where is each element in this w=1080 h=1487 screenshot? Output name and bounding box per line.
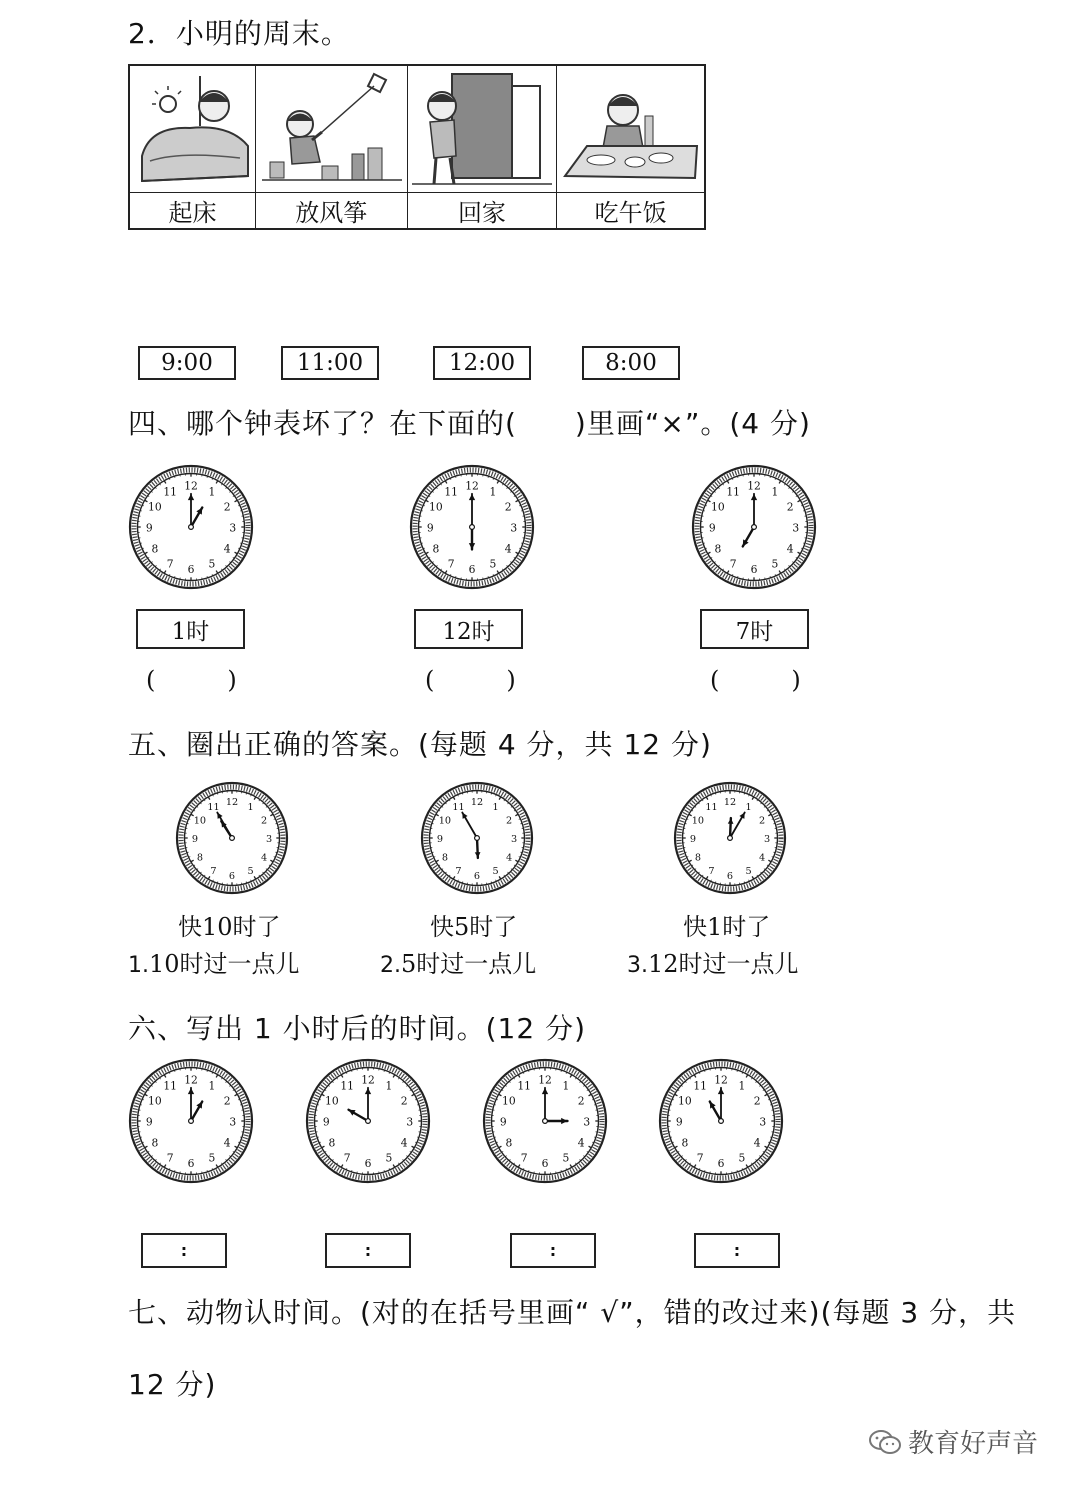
section4-title: 四、哪个钟表坏了？在下面的( )里画“×”。(4 分) <box>128 407 811 440</box>
clock-numeral: 3 <box>759 1115 767 1129</box>
time-option-box[interactable]: 9:00 <box>138 346 236 380</box>
clock-numeral: 5 <box>385 1151 393 1165</box>
section5-title: 五、圈出正确的答案。(每题 4 分，共 12 分) <box>128 728 712 761</box>
clock-numeral: 8 <box>694 852 701 864</box>
clock-numeral: 3 <box>406 1115 414 1129</box>
section2-title: 2．小明的周末。 <box>128 17 350 50</box>
clock-numeral: 3 <box>792 521 800 535</box>
clock-numeral: 9 <box>708 521 716 535</box>
clock-numeral: 3 <box>265 833 273 845</box>
clock-numeral: 12 <box>361 1073 375 1087</box>
clock-label-box: 7时 <box>700 609 809 649</box>
clock-numeral: 7 <box>343 1151 351 1165</box>
clock-numeral: 7 <box>210 866 217 878</box>
clock-numeral: 8 <box>151 542 159 556</box>
clock-numeral: 5 <box>738 1151 746 1165</box>
activity-label: 起床 <box>168 199 217 227</box>
clock-numeral: 12 <box>184 479 198 493</box>
go-home-picture <box>408 66 557 193</box>
answer-option-b[interactable]: 5时过一点儿 <box>401 950 537 978</box>
time-answer-box[interactable]: : <box>141 1233 227 1268</box>
clock-numeral: 8 <box>505 1136 513 1150</box>
clock-numeral: 12 <box>723 796 737 808</box>
wake-up-picture <box>130 66 255 193</box>
clock-numeral: 8 <box>328 1136 336 1150</box>
clock-numeral: 11 <box>340 1079 354 1093</box>
clock-face-icon <box>420 781 534 895</box>
clock-numeral: 6 <box>364 1157 372 1171</box>
clock-numeral: 10 <box>502 1094 516 1108</box>
answer-option-a[interactable]: 快10时了 <box>178 913 281 941</box>
clock-numeral: 2 <box>759 815 766 827</box>
answer-parentheses[interactable]: ( ) <box>710 666 801 694</box>
clock-numeral: 1 <box>208 485 216 499</box>
clock-numeral: 6 <box>187 1157 195 1171</box>
clock-numeral: 4 <box>223 542 231 556</box>
clock-numeral: 8 <box>681 1136 689 1150</box>
clock-face-icon <box>482 1058 608 1184</box>
clock-numeral: 6 <box>228 871 236 883</box>
time-option-box[interactable]: 12:00 <box>433 346 531 380</box>
fly-kite-picture <box>256 66 407 193</box>
clock-numeral: 2 <box>506 815 513 827</box>
clock-face-icon <box>691 464 817 590</box>
clock-numeral: 8 <box>432 542 440 556</box>
item-row <box>627 944 799 979</box>
answer-parentheses[interactable]: ( ) <box>146 666 237 694</box>
lunch-picture <box>557 66 704 193</box>
clock-numeral: 12 <box>714 1073 728 1087</box>
clock-numeral: 5 <box>208 1151 216 1165</box>
clock-numeral: 10 <box>148 500 162 514</box>
clock-numeral: 1 <box>492 801 499 813</box>
clock-numeral: 9 <box>145 521 153 535</box>
clock-numeral: 7 <box>166 1151 174 1165</box>
clock-numeral: 7 <box>729 557 737 571</box>
clock-numeral: 12 <box>465 479 479 493</box>
clock-numeral: 11 <box>163 485 177 499</box>
clock-numeral: 5 <box>489 557 497 571</box>
clock-face-icon <box>658 1058 784 1184</box>
clock-numeral: 12 <box>538 1073 552 1087</box>
clock-numeral: 8 <box>441 852 448 864</box>
clock-numeral: 4 <box>223 1136 231 1150</box>
clock-numeral: 12 <box>225 796 239 808</box>
clock-numeral: 2 <box>786 500 794 514</box>
clock-numeral: 3 <box>229 1115 237 1129</box>
section7-title-continued: 12 分) <box>128 1368 217 1401</box>
clock-numeral: 2 <box>753 1094 761 1108</box>
activity-cell-1 <box>130 66 256 228</box>
clock-numeral: 12 <box>470 796 484 808</box>
clock-numeral: 6 <box>473 871 481 883</box>
clock-numeral: 10 <box>691 815 705 827</box>
clock-numeral: 5 <box>492 866 499 878</box>
section7-title: 七、动物认时间。(对的在括号里画“ √”，错的改过来)(每题 3 分，共 <box>128 1296 1017 1329</box>
clock-face-icon <box>128 464 254 590</box>
clock-numeral: 3 <box>583 1115 591 1129</box>
clock-numeral: 11 <box>452 801 465 813</box>
clock-numeral: 5 <box>208 557 216 571</box>
clock-numeral: 3 <box>229 521 237 535</box>
item-row <box>128 944 300 979</box>
activity-label: 回家 <box>457 199 506 227</box>
clock-face-icon <box>175 781 289 895</box>
clock-numeral: 8 <box>714 542 722 556</box>
clock-numeral: 6 <box>750 563 758 577</box>
clock-numeral: 11 <box>705 801 718 813</box>
clock-numeral: 3 <box>510 521 518 535</box>
clock-numeral: 9 <box>436 833 444 845</box>
activity-label: 放风筝 <box>295 199 368 227</box>
clock-numeral: 2 <box>261 815 268 827</box>
clock-numeral: 9 <box>322 1115 330 1129</box>
activity-label: 吃午饭 <box>594 199 667 227</box>
item-row <box>380 944 536 979</box>
clock-numeral: 1 <box>208 1079 216 1093</box>
activity-cell-4 <box>557 66 704 228</box>
clock-numeral: 1 <box>562 1079 570 1093</box>
clock-numeral: 6 <box>187 563 195 577</box>
clock-numeral: 6 <box>541 1157 549 1171</box>
time-option-box[interactable]: 8:00 <box>582 346 680 380</box>
clock-numeral: 5 <box>247 866 254 878</box>
clock-numeral: 10 <box>678 1094 692 1108</box>
clock-numeral: 10 <box>325 1094 339 1108</box>
clock-numeral: 1 <box>738 1079 746 1093</box>
answer-parentheses[interactable]: ( ) <box>425 666 516 694</box>
clock-numeral: 6 <box>468 563 476 577</box>
time-answer-box[interactable]: : <box>510 1233 596 1268</box>
clock-numeral: 4 <box>577 1136 585 1150</box>
clock-numeral: 9 <box>191 833 199 845</box>
clock-numeral: 7 <box>520 1151 528 1165</box>
clock-numeral: 5 <box>771 557 779 571</box>
clock-label-box: 12时 <box>414 609 523 649</box>
clock-numeral: 12 <box>747 479 761 493</box>
clock-numeral: 4 <box>506 852 513 864</box>
clock-numeral: 7 <box>447 557 455 571</box>
answer-option-b[interactable]: 12时过一点儿 <box>648 950 799 978</box>
clock-numeral: 7 <box>455 866 462 878</box>
clock-numeral: 4 <box>753 1136 761 1150</box>
clock-numeral: 5 <box>745 866 752 878</box>
clock-numeral: 4 <box>504 542 512 556</box>
clock-numeral: 7 <box>166 557 174 571</box>
time-answer-box[interactable]: : <box>694 1233 780 1268</box>
clock-numeral: 9 <box>499 1115 507 1129</box>
item-number: 3. <box>627 953 648 978</box>
clock-numeral: 9 <box>675 1115 683 1129</box>
clock-numeral: 2 <box>223 1094 231 1108</box>
clock-numeral: 10 <box>711 500 725 514</box>
clock-numeral: 1 <box>385 1079 393 1093</box>
clock-numeral: 10 <box>438 815 452 827</box>
clock-numeral: 4 <box>400 1136 408 1150</box>
clock-numeral: 7 <box>708 866 715 878</box>
clock-numeral: 7 <box>696 1151 704 1165</box>
clock-numeral: 1 <box>771 485 779 499</box>
clock-numeral: 6 <box>726 871 734 883</box>
clock-numeral: 11 <box>726 485 740 499</box>
clock-numeral: 4 <box>786 542 794 556</box>
clock-numeral: 10 <box>193 815 207 827</box>
clock-label-box: 1时 <box>136 609 245 649</box>
clock-numeral: 4 <box>759 852 766 864</box>
clock-numeral: 1 <box>745 801 752 813</box>
clock-numeral: 8 <box>196 852 203 864</box>
activity-cell-2 <box>256 66 408 228</box>
clock-numeral: 9 <box>145 1115 153 1129</box>
answer-option-a[interactable]: 快5时了 <box>430 913 518 941</box>
clock-numeral: 5 <box>562 1151 570 1165</box>
clock-numeral: 9 <box>689 833 697 845</box>
section6-title: 六、写出 1 小时后的时间。(12 分) <box>128 1012 586 1045</box>
clock-numeral: 8 <box>151 1136 159 1150</box>
answer-option-a[interactable]: 快1时了 <box>683 913 771 941</box>
clock-face-icon <box>128 1058 254 1184</box>
answer-option-b[interactable]: 10时过一点儿 <box>149 950 300 978</box>
clock-numeral: 3 <box>510 833 518 845</box>
time-option-box[interactable]: 11:00 <box>281 346 379 380</box>
clock-numeral: 3 <box>763 833 771 845</box>
clock-numeral: 10 <box>148 1094 162 1108</box>
clock-numeral: 12 <box>184 1073 198 1087</box>
clock-face-icon <box>305 1058 431 1184</box>
clock-numeral: 9 <box>426 521 434 535</box>
watermark-text: 教育好声音 <box>908 1429 1039 1459</box>
clock-numeral: 11 <box>517 1079 531 1093</box>
activity-picture-table <box>128 64 706 230</box>
watermark <box>868 1423 1038 1460</box>
clock-numeral: 11 <box>444 485 458 499</box>
clock-numeral: 11 <box>693 1079 707 1093</box>
clock-numeral: 2 <box>504 500 512 514</box>
clock-face-icon <box>409 464 535 590</box>
clock-numeral: 11 <box>163 1079 177 1093</box>
clock-numeral: 1 <box>489 485 497 499</box>
clock-face-icon <box>673 781 787 895</box>
clock-numeral: 10 <box>429 500 443 514</box>
time-answer-box[interactable]: : <box>325 1233 411 1268</box>
activity-cell-3 <box>408 66 558 228</box>
clock-numeral: 6 <box>717 1157 725 1171</box>
clock-numeral: 1 <box>247 801 254 813</box>
clock-numeral: 2 <box>577 1094 585 1108</box>
wechat-icon <box>868 1428 902 1456</box>
clock-numeral: 11 <box>207 801 220 813</box>
clock-numeral: 4 <box>261 852 268 864</box>
item-number: 1. <box>128 953 149 978</box>
item-number: 2. <box>380 953 401 978</box>
clock-numeral: 2 <box>223 500 231 514</box>
clock-numeral: 2 <box>400 1094 408 1108</box>
